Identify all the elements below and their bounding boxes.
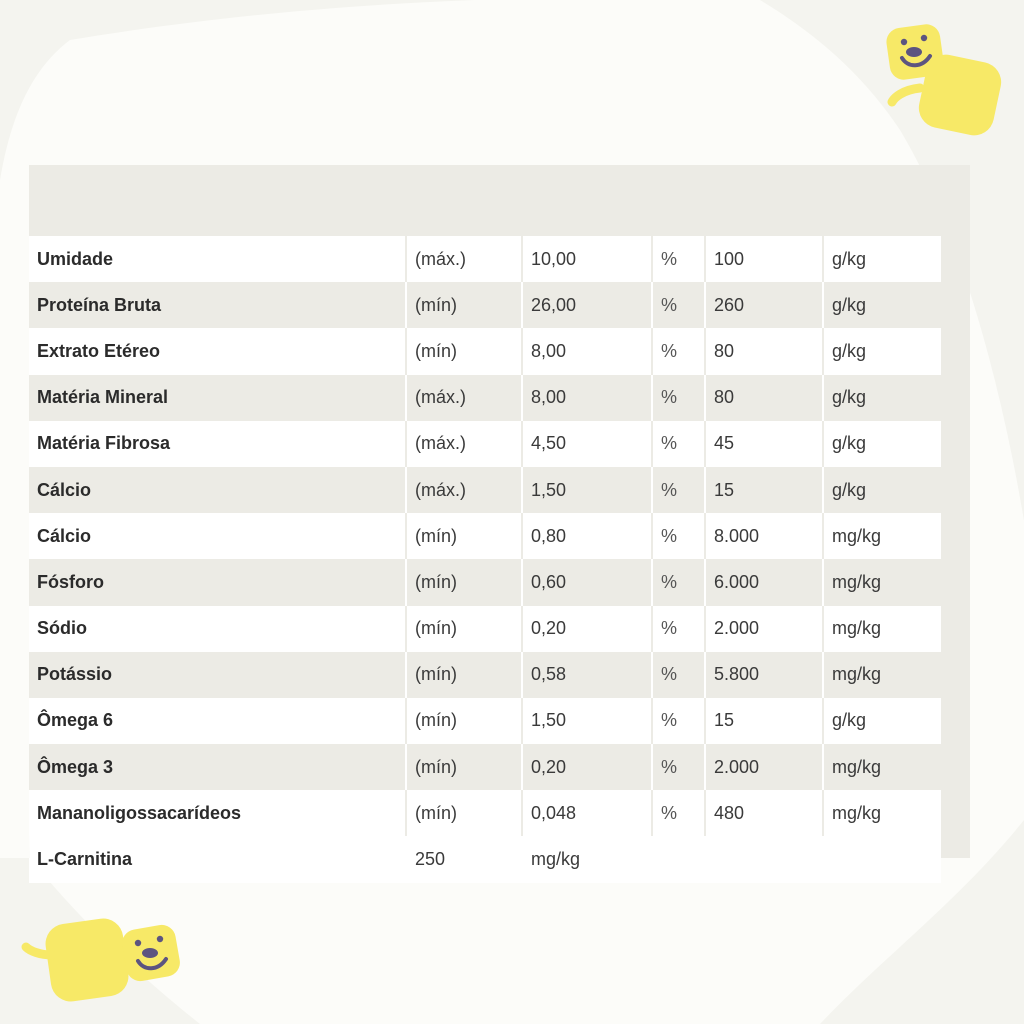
amount-unit: g/kg bbox=[824, 467, 941, 513]
nutrient-name: Potássio bbox=[29, 652, 407, 698]
percent-value: 10,00 bbox=[523, 236, 653, 282]
table-row bbox=[29, 375, 941, 421]
table-row-partial bbox=[29, 836, 941, 882]
guaranteed-levels-table bbox=[29, 236, 941, 883]
amount-unit: g/kg bbox=[824, 698, 941, 744]
amount-unit: g/kg bbox=[824, 421, 941, 467]
percent-value: 26,00 bbox=[523, 282, 653, 328]
amount-unit: g/kg bbox=[824, 328, 941, 374]
percent-value: 0,20 bbox=[523, 744, 653, 790]
qualifier: (mín) bbox=[407, 652, 523, 698]
nutrient-name: Mananoligossacarídeos bbox=[29, 790, 407, 836]
qualifier: (máx.) bbox=[407, 375, 523, 421]
empty-cell bbox=[653, 836, 706, 882]
nutrient-name: Cálcio bbox=[29, 467, 407, 513]
nutrient-name: Matéria Fibrosa bbox=[29, 421, 407, 467]
percent-unit: % bbox=[653, 652, 706, 698]
nutrient-name: Ômega 3 bbox=[29, 744, 407, 790]
percent-value: 4,50 bbox=[523, 421, 653, 467]
table-row bbox=[29, 467, 941, 513]
percent-value: 1,50 bbox=[523, 698, 653, 744]
amount-value: 2.000 bbox=[706, 744, 824, 790]
amount-unit: mg/kg bbox=[824, 559, 941, 605]
table-row bbox=[29, 698, 941, 744]
nutrition-panel bbox=[29, 165, 970, 870]
amount-value: 5.800 bbox=[706, 652, 824, 698]
empty-cell bbox=[706, 836, 824, 882]
percent-unit: % bbox=[653, 236, 706, 282]
amount-value: 100 bbox=[706, 236, 824, 282]
amount-value: 45 bbox=[706, 421, 824, 467]
percent-unit: % bbox=[653, 513, 706, 559]
qualifier: 250 bbox=[407, 836, 523, 882]
percent-unit: % bbox=[653, 467, 706, 513]
table-row bbox=[29, 328, 941, 374]
qualifier: (máx.) bbox=[407, 236, 523, 282]
amount-unit: mg/kg bbox=[824, 744, 941, 790]
table-row bbox=[29, 513, 941, 559]
amount-value: 2.000 bbox=[706, 606, 824, 652]
nutrient-name: Sódio bbox=[29, 606, 407, 652]
percent-value: 0,048 bbox=[523, 790, 653, 836]
amount-value: 6.000 bbox=[706, 559, 824, 605]
qualifier: (mín) bbox=[407, 559, 523, 605]
percent-unit: % bbox=[653, 790, 706, 836]
table-row bbox=[29, 790, 941, 836]
percent-unit: % bbox=[653, 698, 706, 744]
percent-value: 0,60 bbox=[523, 559, 653, 605]
qualifier: (mín) bbox=[407, 513, 523, 559]
nutrient-name: Ômega 6 bbox=[29, 698, 407, 744]
table-row bbox=[29, 559, 941, 605]
nutrient-name: Fósforo bbox=[29, 559, 407, 605]
table-row bbox=[29, 236, 941, 282]
percent-value: 1,50 bbox=[523, 467, 653, 513]
table-row bbox=[29, 744, 941, 790]
dog-mascot-icon bbox=[20, 915, 185, 1005]
qualifier: (mín) bbox=[407, 698, 523, 744]
amount-value: 8.000 bbox=[706, 513, 824, 559]
amount-value: 260 bbox=[706, 282, 824, 328]
qualifier: (mín) bbox=[407, 744, 523, 790]
table-row bbox=[29, 652, 941, 698]
amount-unit: mg/kg bbox=[824, 606, 941, 652]
amount-value: 80 bbox=[706, 375, 824, 421]
qualifier: (máx.) bbox=[407, 421, 523, 467]
percent-value: 0,58 bbox=[523, 652, 653, 698]
percent-unit: % bbox=[653, 606, 706, 652]
nutrient-name: Cálcio bbox=[29, 513, 407, 559]
amount-unit: mg/kg bbox=[824, 652, 941, 698]
qualifier: (mín) bbox=[407, 606, 523, 652]
amount-value: 15 bbox=[706, 467, 824, 513]
percent-unit: % bbox=[653, 375, 706, 421]
amount-value: 80 bbox=[706, 328, 824, 374]
table-row bbox=[29, 606, 941, 652]
table-row bbox=[29, 282, 941, 328]
amount-unit: mg/kg bbox=[824, 790, 941, 836]
percent-unit: % bbox=[653, 559, 706, 605]
nutrient-name: Umidade bbox=[29, 236, 407, 282]
table-row bbox=[29, 421, 941, 467]
qualifier: (mín) bbox=[407, 790, 523, 836]
nutrient-name: L-Carnitina bbox=[29, 836, 407, 882]
percent-value: 8,00 bbox=[523, 375, 653, 421]
percent-unit: % bbox=[653, 744, 706, 790]
percent-value: mg/kg bbox=[523, 836, 653, 882]
amount-unit: g/kg bbox=[824, 236, 941, 282]
percent-value: 0,20 bbox=[523, 606, 653, 652]
amount-value: 15 bbox=[706, 698, 824, 744]
nutrient-name: Proteína Bruta bbox=[29, 282, 407, 328]
nutrient-name: Matéria Mineral bbox=[29, 375, 407, 421]
dog-mascot-icon bbox=[880, 20, 1005, 140]
amount-unit: g/kg bbox=[824, 375, 941, 421]
percent-unit: % bbox=[653, 282, 706, 328]
percent-unit: % bbox=[653, 421, 706, 467]
nutrient-name: Extrato Etéreo bbox=[29, 328, 407, 374]
empty-cell bbox=[824, 836, 941, 882]
amount-unit: g/kg bbox=[824, 282, 941, 328]
qualifier: (mín) bbox=[407, 328, 523, 374]
percent-value: 0,80 bbox=[523, 513, 653, 559]
qualifier: (mín) bbox=[407, 282, 523, 328]
percent-value: 8,00 bbox=[523, 328, 653, 374]
percent-unit: % bbox=[653, 328, 706, 374]
amount-value: 480 bbox=[706, 790, 824, 836]
qualifier: (máx.) bbox=[407, 467, 523, 513]
amount-unit: mg/kg bbox=[824, 513, 941, 559]
